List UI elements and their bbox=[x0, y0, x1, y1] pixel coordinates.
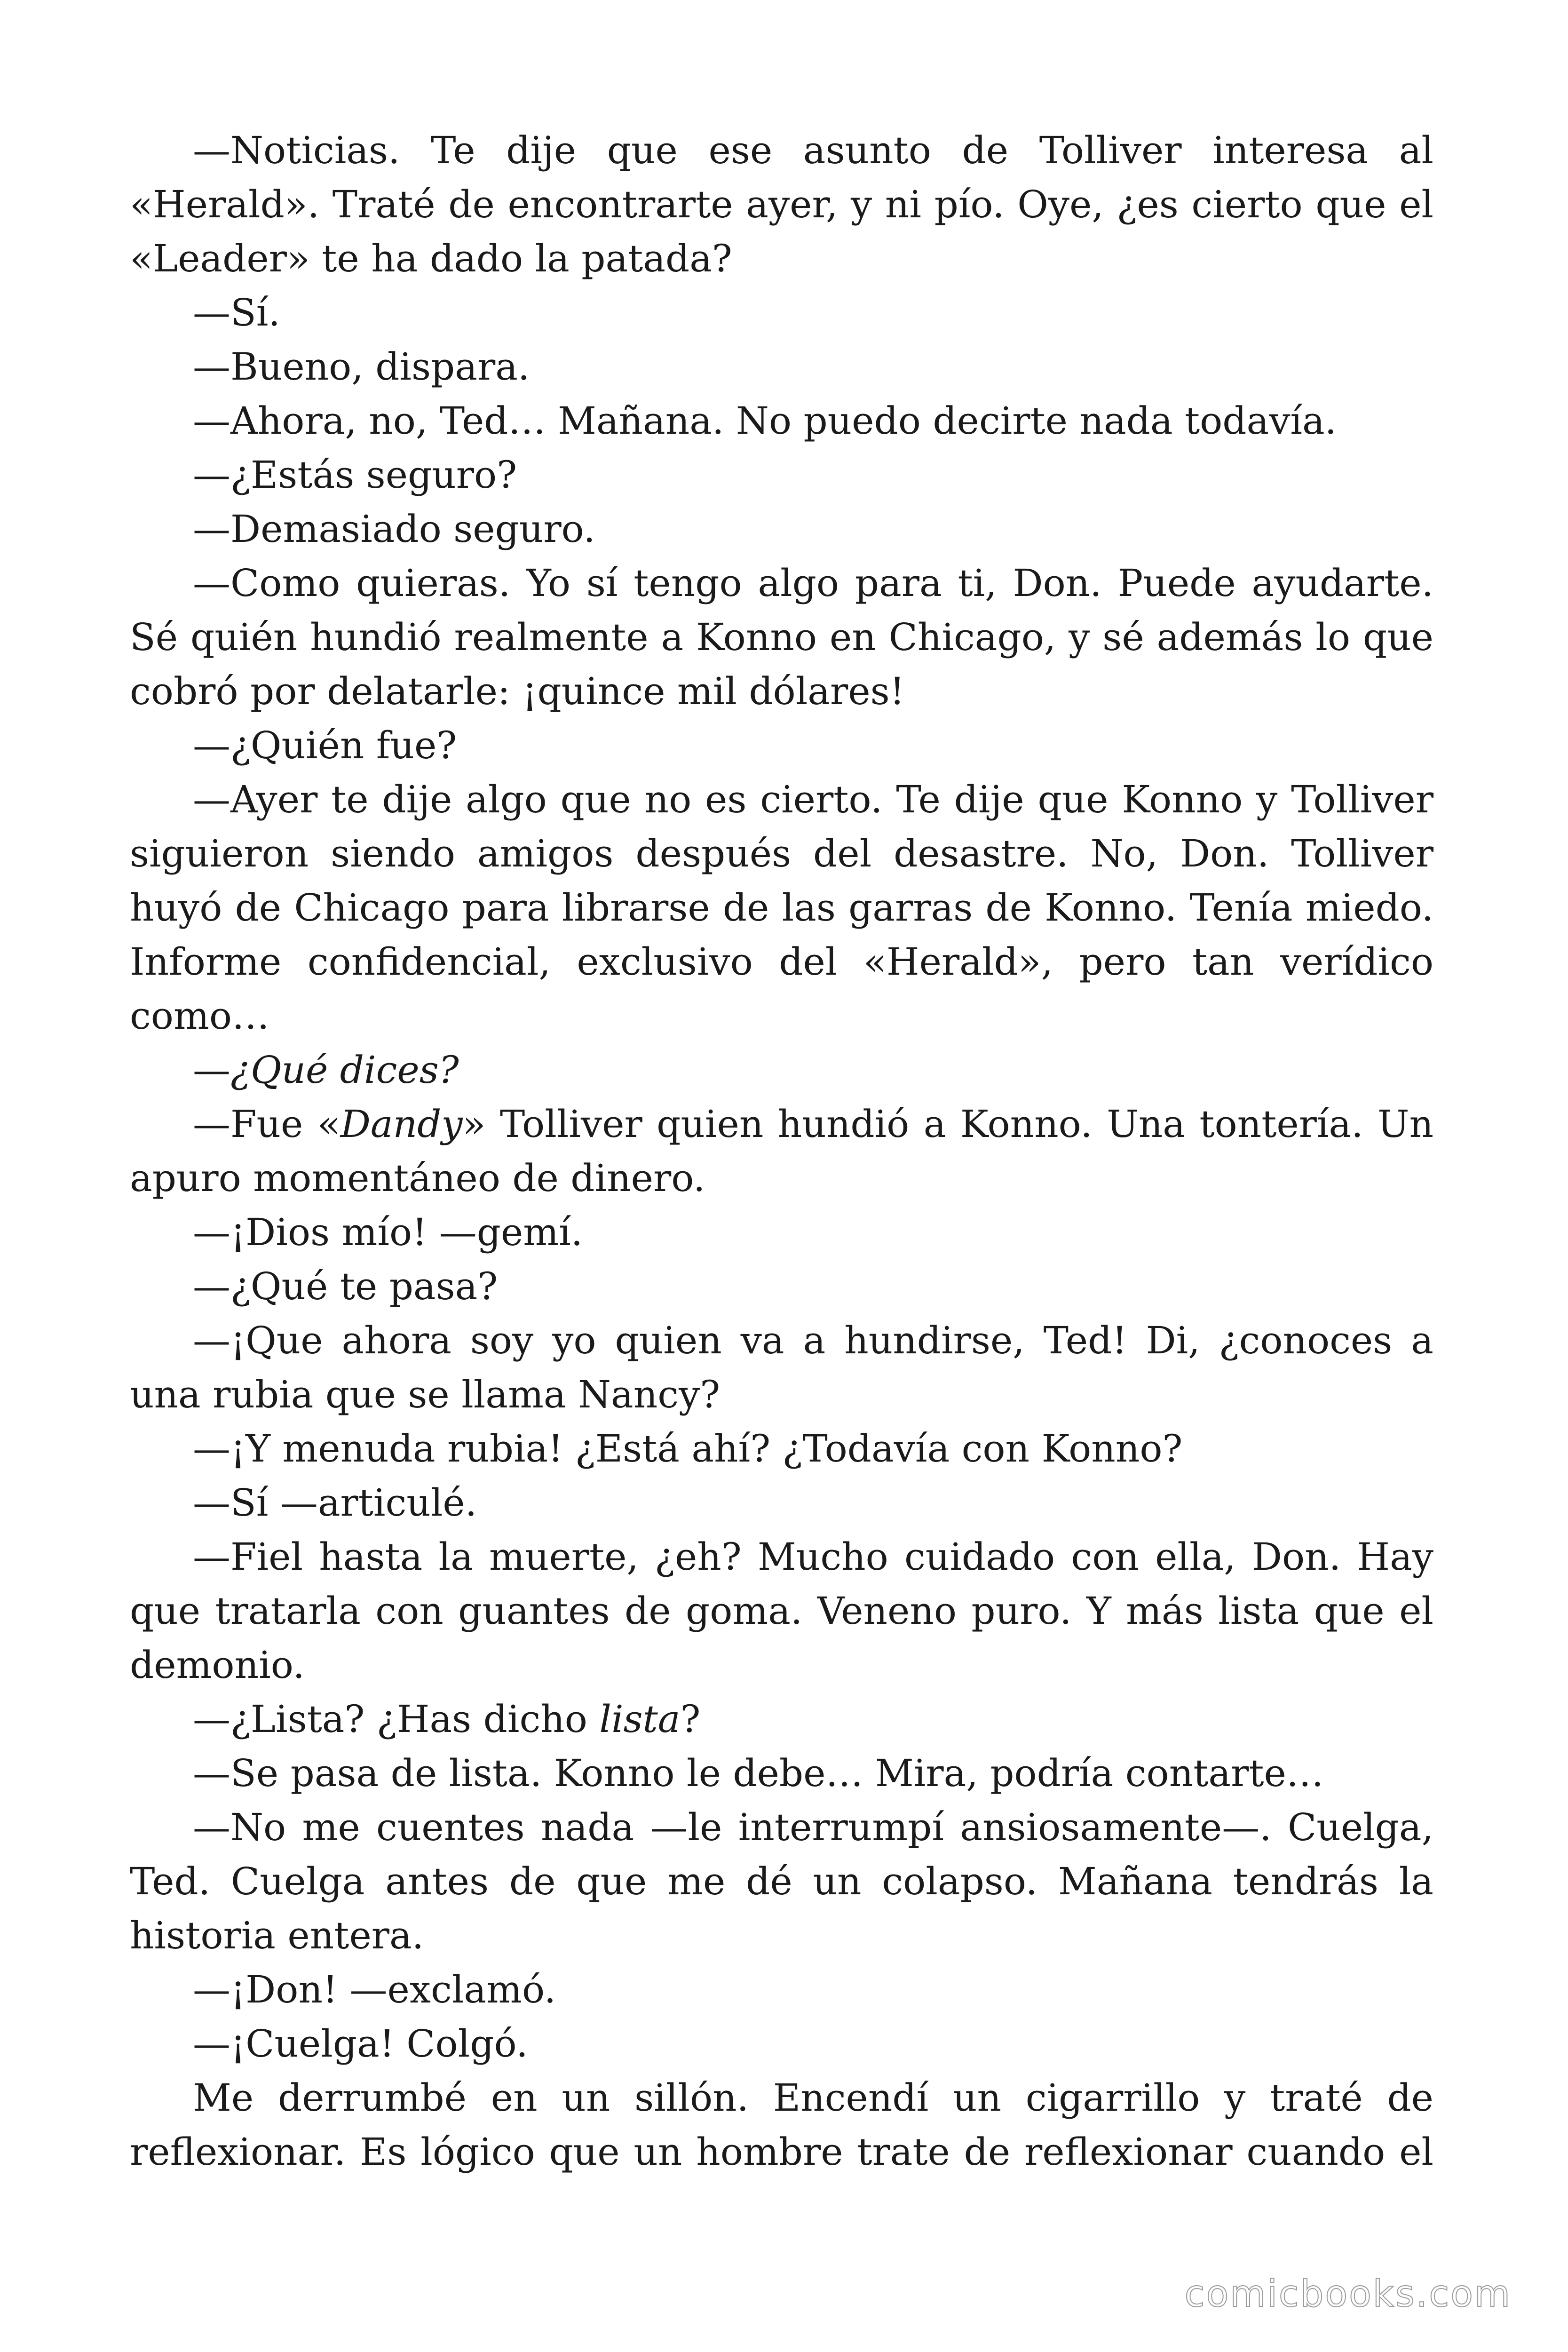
paragraph bbox=[130, 1043, 1433, 1097]
text-run: —¿Lista? ¿Has dicho bbox=[193, 1697, 600, 1741]
paragraph bbox=[130, 1097, 1433, 1205]
text-run: —Fue « bbox=[193, 1102, 341, 1146]
text-run: » Tolliver quien hundió a Konno. Una tontería. Un apuro momentáneo de dinero. bbox=[130, 1102, 1434, 1200]
italic-text: Dandy bbox=[340, 1102, 463, 1146]
watermark: comicbooks.com bbox=[1184, 2273, 1512, 2315]
text-run: —¡Dios mío! —gemí. bbox=[193, 1210, 583, 1254]
paragraph bbox=[130, 340, 1433, 394]
text-run: ? bbox=[680, 1697, 701, 1741]
text-run: —Fiel hasta la muerte, ¿eh? Mucho cuidado con ella, Don. Hay que tratarla con guantes de goma. Veneno puro. Y más lista que el demonio. bbox=[130, 1535, 1433, 1687]
paragraph bbox=[130, 1746, 1433, 1800]
paragraph bbox=[130, 1692, 1433, 1746]
text-run: Me derrumbé en un sillón. Encendí un cigarrillo y traté de reflexionar. Es lógico que un hombre trate de reflexionar cuando el bbox=[130, 2076, 1433, 2174]
text-run: —Como quieras. Yo sí tengo algo para ti, Don. Puede ayudarte. Sé quién hundió realmente a Konno en Chicago, y sé además lo que cobró por delatarle: ¡quince mil dólares! bbox=[130, 561, 1433, 713]
text-run: —Ahora, no, Ted… Mañana. No puedo decirte nada todavía. bbox=[193, 399, 1337, 443]
italic-text: lista bbox=[599, 1697, 681, 1741]
paragraph bbox=[130, 1422, 1433, 1476]
text-run: —¿Estás seguro? bbox=[193, 453, 517, 497]
paragraph bbox=[130, 448, 1433, 502]
text-run: — bbox=[193, 1048, 230, 1092]
text-run: —Sí. bbox=[193, 291, 280, 334]
paragraph bbox=[130, 123, 1433, 286]
paragraph bbox=[130, 1205, 1433, 1259]
text-run: —¿Quién fue? bbox=[193, 723, 457, 767]
paragraph bbox=[130, 1259, 1433, 1313]
text-run: —Bueno, dispara. bbox=[193, 345, 530, 389]
paragraph bbox=[130, 2017, 1433, 2071]
text-run: —Demasiado seguro. bbox=[193, 507, 595, 551]
paragraph bbox=[130, 286, 1433, 340]
text-run: —¡Que ahora soy yo quien va a hundirse, Ted! Di, ¿conoces a una rubia que se llama Nancy? bbox=[130, 1319, 1433, 1416]
paragraph bbox=[130, 772, 1433, 1043]
paragraph bbox=[130, 1476, 1433, 1530]
paragraph bbox=[130, 1313, 1433, 1422]
page-text bbox=[130, 123, 1433, 2179]
paragraph bbox=[130, 394, 1433, 448]
text-run: —¡Cuelga! Colgó. bbox=[193, 2022, 528, 2066]
italic-text: ¿Qué dices? bbox=[230, 1048, 459, 1092]
paragraph bbox=[130, 502, 1433, 556]
paragraph bbox=[130, 1800, 1433, 1963]
text-run: —Ayer te dije algo que no es cierto. Te dije que Konno y Tolliver siguieron siendo amigos después del desastre. No, Don. Tolliver huyó de Chicago para librarse de las garras de Konno. Tenía miedo. Informe confidencial, exclusivo del «Herald», pero tan verídico como… bbox=[130, 778, 1433, 1038]
text-run: —¡Y menuda rubia! ¿Está ahí? ¿Todavía con Konno? bbox=[193, 1427, 1183, 1470]
paragraph bbox=[130, 1963, 1433, 2017]
paragraph bbox=[130, 1530, 1433, 1692]
text-run: —No me cuentes nada —le interrumpí ansiosamente—. Cuelga, Ted. Cuelga antes de que me dé un colapso. Mañana tendrás la historia entera. bbox=[130, 1805, 1433, 1957]
text-run: —Noticias. Te dije que ese asunto de Tolliver interesa al «Herald». Traté de encontrarte ayer, y ni pío. Oye, ¿es cierto que el «Leader» te ha dado la patada? bbox=[130, 128, 1433, 280]
text-run: —¿Qué te pasa? bbox=[193, 1264, 498, 1308]
paragraph bbox=[130, 556, 1433, 718]
paragraph bbox=[130, 2071, 1433, 2179]
text-run: —¡Don! —exclamó. bbox=[193, 1968, 556, 2011]
text-run: —Sí —articulé. bbox=[193, 1481, 477, 1525]
text-run: —Se pasa de lista. Konno le debe… Mira, podría contarte… bbox=[193, 1751, 1324, 1795]
paragraph bbox=[130, 718, 1433, 772]
